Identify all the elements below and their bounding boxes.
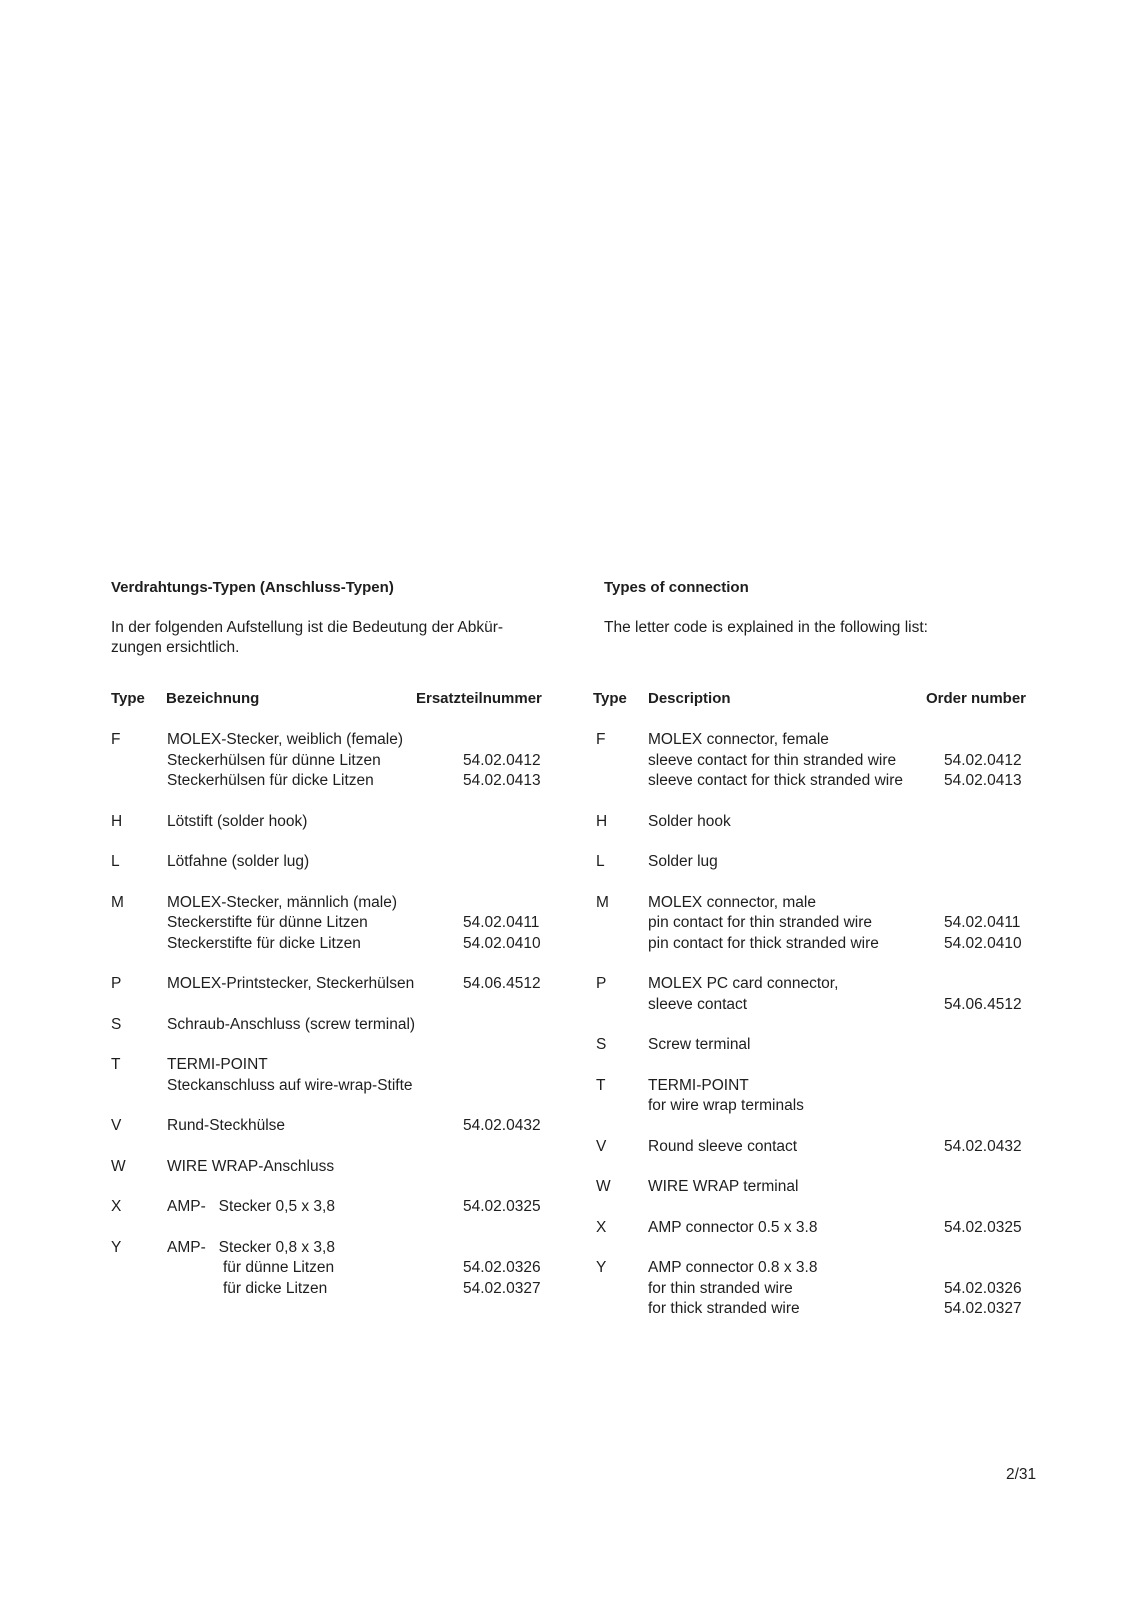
row-description: WIRE WRAP terminal: [648, 1178, 799, 1195]
row-line: [167, 1015, 561, 1036]
table-row: [111, 730, 561, 792]
row-line: [648, 1258, 1054, 1279]
row-part-number: 54.06.4512: [944, 995, 1022, 1013]
type-code: L: [111, 853, 120, 870]
table-row: [111, 1238, 561, 1300]
row-description: AMP connector 0.8 x 3.8: [648, 1259, 818, 1276]
row-line: [648, 934, 1054, 955]
row-line: [167, 1076, 561, 1097]
header-type: Type: [593, 690, 627, 707]
type-code: V: [111, 1117, 122, 1134]
row-description: for thick stranded wire: [648, 1300, 800, 1317]
row-line: [167, 913, 561, 934]
row-part-number: 54.02.0410: [944, 934, 1022, 952]
header-type: Type: [111, 690, 145, 707]
table-row: [596, 974, 1054, 1015]
table-row: [596, 852, 1054, 873]
row-line: [648, 1177, 1054, 1198]
row-description: AMP connector 0.5 x 3.8: [648, 1218, 818, 1236]
row-line: [167, 934, 561, 955]
row-part-number: 54.02.0413: [944, 772, 1022, 789]
type-code: P: [111, 975, 122, 992]
row-description: TERMI-POINT: [648, 1076, 749, 1094]
type-code: L: [596, 853, 605, 870]
german-intro-line: In der folgenden Aufstellung ist die Bedeutung der Abkür-: [111, 619, 504, 636]
type-code: H: [111, 812, 123, 830]
row-line: [648, 1218, 1054, 1239]
row-description: für dünne Litzen: [167, 1259, 335, 1276]
row-line: [648, 1279, 1054, 1300]
row-line: [648, 913, 1054, 934]
row-line: [167, 751, 561, 772]
table-row: [596, 1258, 1054, 1320]
row-description: MOLEX PC card connector,: [648, 975, 839, 992]
row-part-number: 54.02.0325: [463, 1198, 541, 1215]
table-row: [596, 730, 1054, 792]
row-part-number: 54.02.0326: [463, 1259, 541, 1276]
row-line: [648, 1035, 1054, 1056]
row-part-number: 54.02.0411: [944, 914, 1021, 931]
row-description: Steckanschluss auf wire-wrap-Stifte: [167, 1076, 413, 1094]
type-code: X: [111, 1198, 122, 1215]
row-part-number: 54.02.0412: [463, 751, 541, 769]
row-line: [167, 1116, 561, 1137]
row-part-number: 54.02.0326: [944, 1279, 1022, 1297]
row-description: Lötfahne (solder lug): [167, 853, 310, 870]
type-code: F: [111, 731, 121, 748]
row-line: [648, 730, 1054, 751]
row-description: Solder lug: [648, 853, 718, 870]
row-part-number: 54.02.0325: [944, 1218, 1022, 1236]
german-intro: [111, 618, 561, 658]
row-description: MOLEX-Stecker, männlich (male): [167, 893, 397, 911]
row-part-number: 54.02.0327: [463, 1279, 541, 1297]
row-description: pin contact for thin stranded wire: [648, 914, 873, 931]
row-line: [648, 1076, 1054, 1097]
row-line: [648, 852, 1054, 873]
header-number: Order number: [926, 690, 1027, 707]
row-description: Round sleeve contact: [648, 1137, 798, 1155]
table-row: [111, 1157, 561, 1178]
page-number: 2/31: [1006, 1466, 1037, 1483]
type-code: P: [596, 975, 607, 992]
header-number: Ersatzteilnummer: [416, 690, 542, 707]
row-line: [167, 893, 561, 914]
row-line: [648, 1096, 1054, 1117]
row-line: [167, 730, 561, 751]
row-line: [648, 771, 1054, 792]
row-part-number: 54.02.0432: [944, 1137, 1022, 1155]
row-line: [167, 1055, 561, 1076]
row-part-number: 54.06.4512: [463, 975, 541, 992]
row-line: [167, 852, 561, 873]
table-row: [111, 893, 561, 955]
row-description: for thin stranded wire: [648, 1279, 793, 1297]
type-code: S: [596, 1036, 607, 1053]
row-description: AMP- Stecker 0,5 x 3,8: [167, 1198, 335, 1215]
english-intro: [604, 618, 1054, 658]
row-description: Steckerhülsen für dünne Litzen: [167, 751, 381, 769]
row-description: Rund-Steckhülse: [167, 1117, 286, 1134]
type-code: W: [111, 1157, 126, 1175]
type-code: Y: [111, 1238, 122, 1256]
row-line: [167, 771, 561, 792]
row-line: [167, 974, 561, 995]
table-row: [596, 1035, 1054, 1056]
english-table: [593, 690, 1054, 1320]
row-part-number: 54.02.0413: [463, 772, 541, 789]
row-line: [648, 1299, 1054, 1320]
row-line: [648, 893, 1054, 914]
header-description: Description: [648, 690, 731, 707]
type-code: M: [596, 893, 609, 911]
english-column: [593, 578, 1054, 1340]
table-row: [596, 1177, 1054, 1198]
table-row: [596, 1218, 1054, 1239]
german-heading: Verdrahtungs-Typen (Anschluss-Typen): [111, 579, 394, 596]
table-row: [111, 974, 561, 995]
row-description: for wire wrap terminals: [648, 1097, 804, 1114]
row-description: MOLEX-Printstecker, Steckerhülsen: [167, 975, 415, 992]
row-line: [167, 1279, 561, 1300]
row-description: Screw terminal: [648, 1036, 751, 1053]
row-description: TERMI-POINT: [167, 1056, 268, 1073]
row-line: [648, 751, 1054, 772]
type-code: X: [596, 1218, 607, 1236]
row-description: sleeve contact: [648, 995, 748, 1013]
table-row: [111, 1055, 561, 1096]
row-line: [167, 812, 561, 833]
german-table-header: [111, 690, 561, 730]
row-description: Lötstift (solder hook): [167, 812, 308, 830]
table-row: [596, 1076, 1054, 1117]
english-heading: Types of connection: [604, 579, 749, 596]
type-code: F: [596, 731, 606, 748]
table-row: [596, 1137, 1054, 1158]
row-part-number: 54.02.0432: [463, 1117, 541, 1134]
german-column: [111, 578, 561, 1319]
type-code: V: [596, 1137, 607, 1155]
row-description: für dicke Litzen: [167, 1279, 328, 1297]
row-description: WIRE WRAP-Anschluss: [167, 1157, 335, 1175]
row-description: MOLEX connector, male: [648, 893, 816, 911]
table-row: [596, 812, 1054, 833]
row-line: [167, 1197, 561, 1218]
row-description: Steckerhülsen für dicke Litzen: [167, 772, 374, 789]
row-description: sleeve contact for thin stranded wire: [648, 751, 897, 769]
type-code: M: [111, 893, 124, 911]
row-description: Steckerstifte für dünne Litzen: [167, 914, 368, 931]
type-code: H: [596, 812, 608, 830]
row-description: Solder hook: [648, 812, 731, 830]
row-description: Schraub-Anschluss (screw terminal): [167, 1015, 416, 1033]
row-line: [648, 812, 1054, 833]
german-intro-line: zungen ersichtlich.: [111, 639, 240, 656]
table-row: [111, 1116, 561, 1137]
table-row: [596, 893, 1054, 955]
type-code: T: [111, 1056, 121, 1073]
table-row: [111, 812, 561, 833]
german-table: [111, 690, 561, 1299]
row-line: [648, 995, 1054, 1016]
row-description: sleeve contact for thick stranded wire: [648, 772, 904, 789]
english-table-body: [596, 730, 1054, 1320]
row-line: [648, 1137, 1054, 1158]
type-code: S: [111, 1015, 122, 1033]
german-table-body: [111, 730, 561, 1299]
row-line: [167, 1258, 561, 1279]
row-description: MOLEX connector, female: [648, 731, 829, 748]
row-line: [167, 1157, 561, 1178]
row-description: MOLEX-Stecker, weiblich (female): [167, 731, 404, 748]
english-intro-line: The letter code is explained in the following list:: [604, 619, 928, 636]
table-row: [111, 1197, 561, 1218]
table-row: [111, 852, 561, 873]
row-description: Steckerstifte für dicke Litzen: [167, 934, 361, 952]
row-description: pin contact for thick stranded wire: [648, 934, 879, 952]
row-part-number: 54.02.0410: [463, 934, 541, 952]
type-code: Y: [596, 1259, 607, 1276]
row-description: AMP- Stecker 0,8 x 3,8: [167, 1238, 335, 1256]
table-row: [111, 1015, 561, 1036]
type-code: W: [596, 1178, 611, 1195]
row-part-number: 54.02.0327: [944, 1300, 1022, 1317]
row-part-number: 54.02.0412: [944, 751, 1022, 769]
english-table-header: [593, 690, 1054, 730]
row-line: [167, 1238, 561, 1259]
type-code: T: [596, 1076, 606, 1094]
row-line: [648, 974, 1054, 995]
header-description: Bezeichnung: [166, 690, 260, 707]
row-part-number: 54.02.0411: [463, 914, 540, 931]
